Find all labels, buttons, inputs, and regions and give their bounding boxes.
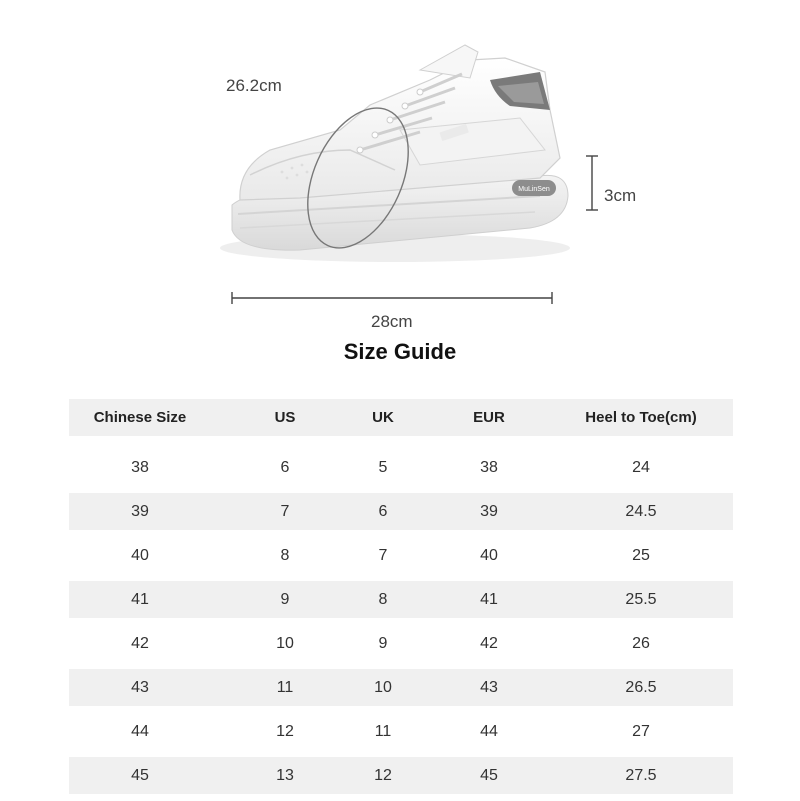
table-cell: 42 bbox=[131, 635, 149, 652]
table-cell: 12 bbox=[276, 723, 294, 740]
table-cell: 41 bbox=[480, 591, 498, 608]
table-row bbox=[69, 449, 733, 486]
table-row bbox=[69, 669, 733, 706]
table-cell: 24.5 bbox=[625, 503, 657, 520]
sneaker-illustration bbox=[0, 0, 800, 340]
table-cell: 11 bbox=[276, 679, 294, 696]
heel-height-bracket bbox=[586, 156, 598, 210]
table-cell: 26 bbox=[632, 635, 650, 652]
table-cell: 27.5 bbox=[625, 767, 657, 784]
column-header: EUR bbox=[473, 409, 505, 426]
table-cell: 27 bbox=[632, 723, 650, 740]
table-cell: 25 bbox=[632, 547, 650, 564]
length-label: 28cm bbox=[371, 312, 413, 331]
length-line bbox=[232, 292, 552, 304]
shoe-logo-text: MuLinSen bbox=[518, 186, 550, 193]
table-cell: 39 bbox=[131, 503, 149, 520]
table-cell: 41 bbox=[131, 591, 149, 608]
table-cell: 40 bbox=[480, 547, 498, 564]
table-cell: 7 bbox=[280, 503, 290, 520]
table-row bbox=[69, 757, 733, 794]
table-cell: 38 bbox=[131, 459, 149, 476]
size-table bbox=[69, 399, 733, 801]
table-cell: 9 bbox=[378, 635, 388, 652]
table-cell: 40 bbox=[131, 547, 149, 564]
table-cell: 25.5 bbox=[625, 591, 657, 608]
column-header: UK bbox=[372, 409, 394, 426]
size-guide-title: Size Guide bbox=[343, 339, 457, 364]
table-cell: 38 bbox=[480, 459, 498, 476]
table-cell: 44 bbox=[131, 723, 149, 740]
circumference-label: 26.2cm bbox=[226, 76, 282, 95]
heel-height-label: 3cm bbox=[604, 186, 637, 205]
table-row bbox=[69, 581, 733, 618]
table-cell: 6 bbox=[280, 459, 290, 476]
table-cell: 6 bbox=[378, 503, 388, 520]
table-cell: 13 bbox=[276, 767, 294, 784]
table-cell: 45 bbox=[480, 767, 498, 784]
column-header: Heel to Toe(cm) bbox=[585, 409, 697, 426]
table-cell: 26.5 bbox=[625, 679, 657, 696]
table-cell: 39 bbox=[480, 503, 498, 520]
table-cell: 9 bbox=[280, 591, 290, 608]
table-cell: 43 bbox=[480, 679, 498, 696]
table-cell: 43 bbox=[131, 679, 149, 696]
table-cell: 44 bbox=[480, 723, 498, 740]
table-cell: 12 bbox=[374, 767, 392, 784]
table-cell: 10 bbox=[276, 635, 294, 652]
table-row bbox=[69, 493, 733, 530]
table-cell: 42 bbox=[480, 635, 498, 652]
product-image-area bbox=[0, 0, 800, 340]
table-row bbox=[69, 713, 733, 750]
table-cell: 24 bbox=[632, 459, 650, 476]
table-cell: 7 bbox=[378, 547, 388, 564]
table-cell: 5 bbox=[378, 459, 388, 476]
column-header: US bbox=[274, 409, 296, 426]
column-header: Chinese Size bbox=[93, 409, 187, 426]
table-cell: 45 bbox=[131, 767, 149, 784]
table-row bbox=[69, 625, 733, 662]
table-row bbox=[69, 537, 733, 574]
table-cell: 8 bbox=[280, 547, 290, 564]
table-cell: 11 bbox=[374, 723, 392, 740]
table-header-row bbox=[69, 399, 733, 436]
table-cell: 8 bbox=[378, 591, 388, 608]
table-cell: 10 bbox=[374, 679, 392, 696]
